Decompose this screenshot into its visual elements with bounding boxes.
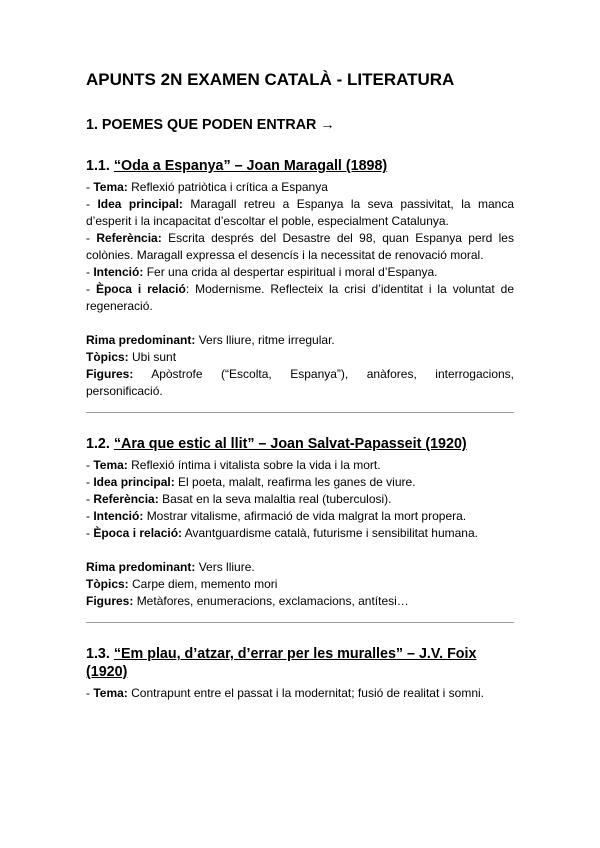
item-label: Intenció: [93,509,144,523]
item-text: Avantguardisme català, futurisme i sensibilitat humana. [184,526,478,540]
item-text: Maragall retreu a Espanya la seva passivitat, la manca d’esperit i la incapacitat d’escoltar el poble, especialment Catalunya. [86,197,515,228]
item-label: Intenció: [93,265,144,279]
extra-figures [86,593,514,610]
poem-analysis [86,457,514,542]
item-text: Mostrar vitalisme, afirmació de vida malgrat la mort propera. [146,509,467,523]
item-label: Referència: [96,231,162,245]
poem-analysis [86,179,514,315]
item-text: Ubi sunt [132,350,177,364]
item-text: Carpe diem, memento mori [132,577,278,591]
item-label: Tema: [93,686,128,700]
analysis-item-epoca: - Època i relació: Modernisme. Reflecteix la crisi d’identitat i la voluntat de regeneració. [86,282,515,313]
section-divider [86,412,514,413]
item-text: Vers lliure, ritme irregular. [198,333,335,347]
item-text: Apòstrofe (“Escolta, Espanya”), anàfores, interrogacions, personificació. [86,367,514,398]
item-label: Tòpics: [86,577,129,591]
item-text: Vers lliure. [198,560,255,574]
poem-section-2 [86,435,514,610]
extra-rima [86,332,514,349]
spacer [86,542,514,559]
poem-extras [86,332,514,400]
poem-heading [86,435,514,453]
section-divider [86,622,514,623]
analysis-item-intencio: - Intenció: Fer una crida al despertar espiritual i moral d’Espanya. [86,265,438,279]
analysis-item-referencia: - Referència: Basat en la seva malaltia real (tuberculosi). [86,492,392,506]
item-label: Rima predominant: [86,560,196,574]
item-text: El poeta, malalt, reafirma les ganes de viure. [178,475,416,489]
spacer [86,315,514,332]
analysis-item-epoca: - Època i relació: Avantguardisme català, futurisme i sensibilitat humana. [86,526,478,540]
poem-title: “Oda a Espanya” – Joan Maragall (1898) [113,158,388,174]
poem-heading [86,157,514,175]
analysis-item-idea: - Idea principal: El poeta, malalt, reafirma les ganes de viure. [86,475,416,489]
poem-extras [86,559,514,610]
item-label: Tema: [93,458,128,472]
item-label: Tòpics: [86,350,129,364]
analysis-item-tema: - Tema: Reflexió patriòtica i crítica a Espanya [86,180,328,194]
analysis-item-tema: - Tema: Reflexió íntima i vitalista sobre la vida i la mort. [86,458,381,472]
item-label: Època i relació [95,282,186,296]
poem-title: “Em plau, d’atzar, d’errar per les muralles” – J.V. Foix (1920) [86,646,477,680]
item-text: Metàfores, enumeracions, exclamacions, antítesi… [136,594,409,608]
poem-number: 1.2. [86,436,110,452]
item-label: Tema: [93,180,128,194]
poem-analysis [86,685,514,702]
poem-title: “Ara que estic al llit” – Joan Salvat-Papasseit (1920) [113,436,467,452]
item-label: Referència: [93,492,159,506]
extra-topics [86,576,514,593]
item-text: Reflexió patriòtica i crítica a Espanya [131,180,328,194]
poem-heading [86,645,514,681]
poem-number: 1.1. [86,158,110,174]
item-label: Idea principal: [97,197,183,211]
item-label: Rima predominant: [86,333,196,347]
analysis-item-idea: - Idea principal: Maragall retreu a Espanya la seva passivitat, la manca d’esperit i la incapacitat d’escoltar el poble, especialment Catalunya. [86,197,515,228]
item-text: Basat en la seva malaltia real (tuberculosi). [162,492,392,506]
item-text: : Modernisme. Reflecteix la crisi d’identitat i la voluntat de regeneració. [86,282,515,313]
analysis-item-intencio: - Intenció: Mostrar vitalisme, afirmació de vida malgrat la mort propera. [86,509,467,523]
document-content [86,70,514,702]
extra-rima [86,559,514,576]
analysis-item-tema: - Tema: Contrapunt entre el passat i la modernitat; fusió de realitat i somni. [86,686,484,700]
item-text: Fer una crida al despertar espiritual i moral d’Espanya. [146,265,438,279]
extra-topics [86,349,514,366]
poem-section-1 [86,157,514,400]
item-text: Escrita després del Desastre del 98, quan Espanya perd les colònies. Maragall expressa el desencís i la necessitat de renovació moral. [86,231,514,262]
analysis-item-referencia: - Referència: Escrita després del Desastre del 98, quan Espanya perd les colònies. Maragall expressa el desencís i la necessitat de renovació moral. [86,231,514,262]
item-label: Figures: [86,594,134,608]
item-text: Contrapunt entre el passat i la modernitat; fusió de realitat i somni. [131,686,484,700]
item-label: Idea principal: [93,475,175,489]
item-label: Època i relació: [93,526,183,540]
item-text: Reflexió íntima i vitalista sobre la vida i la mort. [131,458,381,472]
extra-figures [86,366,514,400]
item-label: Figures: [86,367,134,381]
poem-number: 1.3. [86,646,110,662]
document-title: APUNTS 2N EXAMEN CATALÀ - LITERATURA [86,70,455,89]
section-heading: 1. POEMES QUE PODEN ENTRAR → [86,117,335,133]
poem-section-3 [86,645,514,702]
